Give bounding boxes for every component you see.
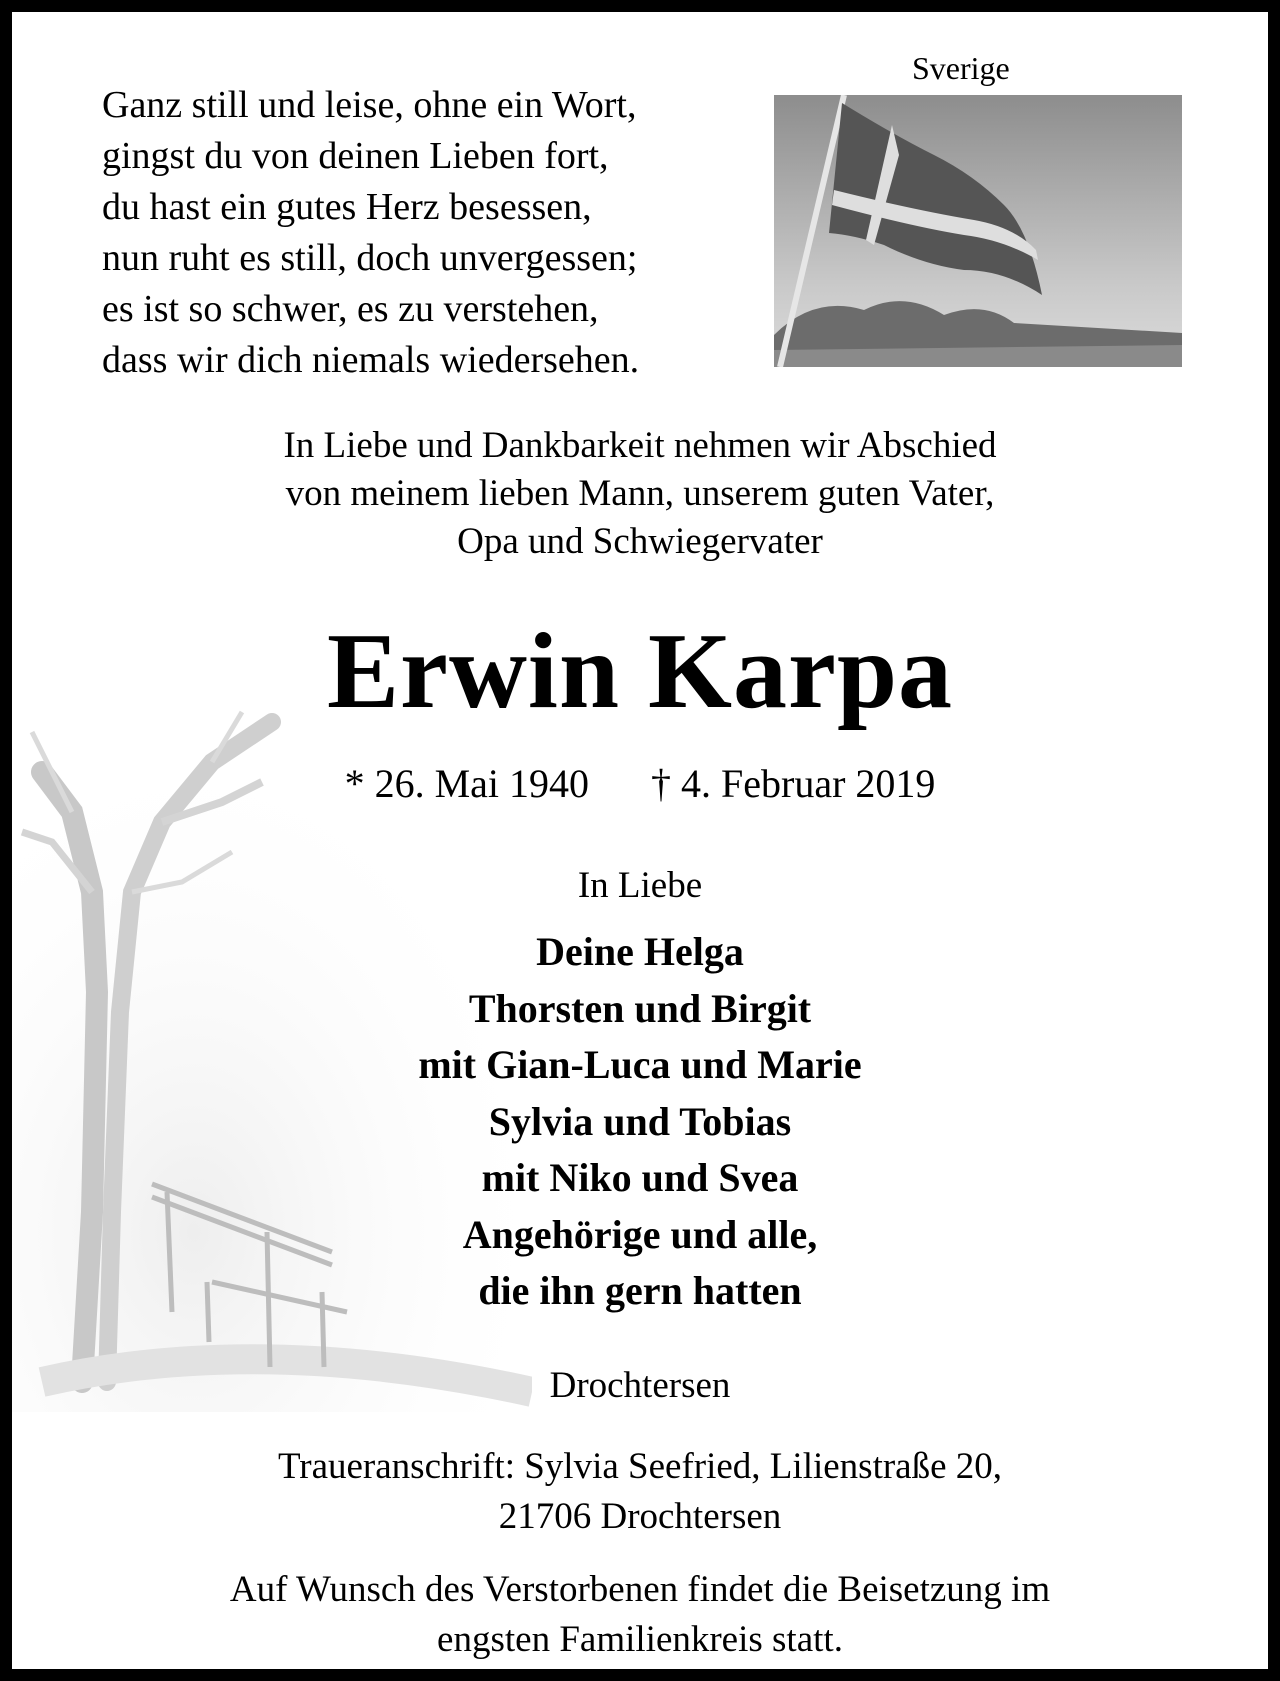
mourner-line: mit Gian-Luca und Marie — [418, 1042, 862, 1087]
note-line: Auf Wunsch des Verstorbenen findet die Beisetzung im — [229, 1569, 1051, 1610]
poem-line: du hast ein gutes Herz besessen, — [102, 186, 592, 228]
farewell-intro — [12, 422, 1268, 566]
obituary-notice — [12, 12, 1268, 1669]
in-liebe-label: In Liebe — [577, 865, 703, 906]
poem-line: gingst du von deinen Lieben fort, — [102, 135, 609, 177]
mourner-line: Sylvia und Tobias — [488, 1098, 792, 1144]
mourner-line: mit Niko und Svea — [481, 1155, 799, 1200]
burial-note — [12, 1565, 1268, 1665]
poem-line: dass wir dich niemals wiedersehen. — [102, 339, 640, 381]
photo-caption: Sverige — [912, 50, 1010, 86]
note-line: engsten Familienkreis statt. — [437, 1619, 843, 1660]
mourner-line: Thorsten und Birgit — [468, 985, 812, 1031]
poem — [102, 80, 639, 386]
address-line: Traueranschrift: Sylvia Seefried, Lilienstraße 20, — [277, 1446, 1003, 1487]
swedish-flag-photo-icon — [774, 95, 1182, 367]
intro-line: Opa und Schwiegervater — [457, 521, 823, 562]
mourners-list — [12, 924, 1268, 1320]
place: Drochtersen — [549, 1365, 731, 1406]
mourner-line: Deine Helga — [536, 929, 744, 974]
poem-line: Ganz still und leise, ohne ein Wort, — [102, 84, 637, 126]
birth-date: * 26. Mai 1940 — [344, 761, 590, 806]
mourner-line: Angehörige und alle, — [462, 1211, 818, 1257]
poem-line: es ist so schwer, es zu verstehen, — [102, 288, 599, 330]
mourner-line: die ihn gern hatten — [478, 1268, 802, 1313]
address-line: 21706 Drochtersen — [498, 1496, 782, 1537]
poem-line: nun ruht es still, doch unvergessen; — [102, 237, 638, 279]
mourning-address — [12, 1442, 1268, 1542]
life-dates — [12, 760, 1268, 807]
intro-line: In Liebe und Dankbarkeit nehmen wir Abschied — [283, 425, 997, 466]
death-date: † 4. Februar 2019 — [651, 761, 936, 806]
deceased-name: Erwin Karpa — [326, 612, 954, 731]
intro-line: von meinem lieben Mann, unserem guten Vater, — [285, 473, 995, 514]
